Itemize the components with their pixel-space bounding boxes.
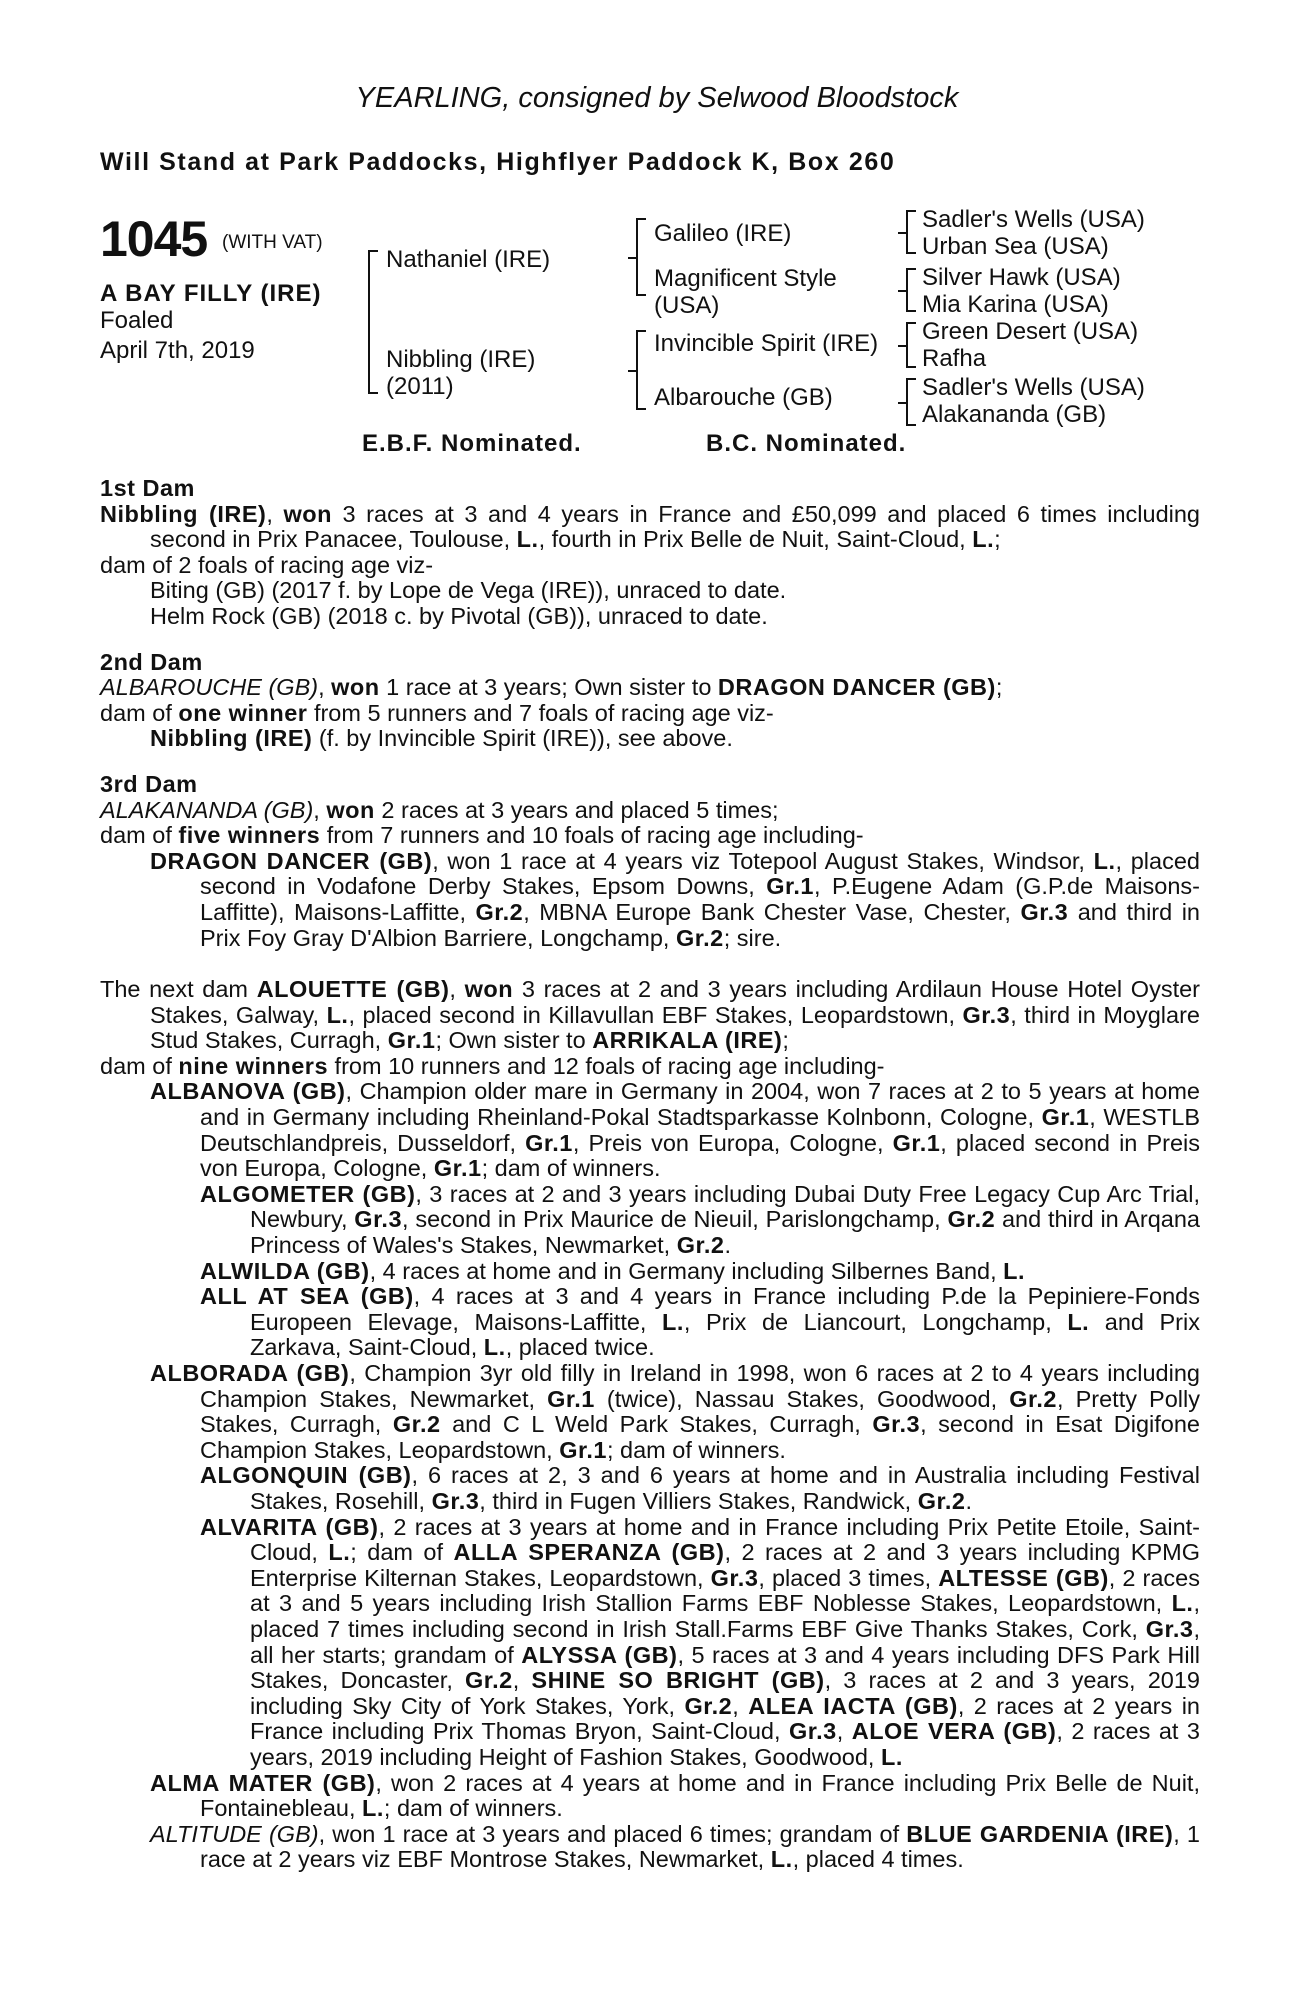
first-dam-record: Nibbling (IRE), won 3 races at 3 and 4 years in France and £50,099 and placed 6 times including second in Prix Panacee, Toulouse, L., fourth in Prix Belle de Nuit, Saint-Cloud, L.; <box>100 500 1200 553</box>
next-dam-section <box>100 977 1200 1873</box>
pedigree-sire-dam <box>654 265 837 319</box>
group-label: Gr.1 <box>387 1027 436 1054</box>
listed-label: L. <box>326 1001 349 1028</box>
listed-label: L. <box>1171 1590 1194 1617</box>
text: ; dam of winners. <box>606 1436 786 1463</box>
group-label: Gr.2 <box>675 924 724 951</box>
winners-count: one winner <box>178 699 308 726</box>
text: ; <box>782 1027 789 1054</box>
text: , Preis von Europa, Cologne, <box>572 1129 893 1156</box>
group-label: Gr.1 <box>766 873 814 900</box>
first-dam-produce-intro: dam of 2 foals of racing age viz- <box>100 551 434 578</box>
text: , 2 races at 2 years in France including Prix Thomas Bryon, Saint-Cloud, <box>250 1692 1200 1745</box>
group-label: Gr.2 <box>1009 1385 1057 1412</box>
text: , placed 4 times. <box>792 1846 964 1873</box>
third-dam-record: ALAKANANDA (GB), won 2 races at 3 years and placed 5 times; <box>100 796 779 823</box>
pedigree-sire-dam-country: (USA) <box>654 292 720 319</box>
produce-item <box>100 1771 1200 1822</box>
pedigree-g4-sire: Sadler's Wells (USA) <box>922 374 1145 401</box>
text: , won 1 race at 4 years viz Totepool August Stakes, Windsor, <box>432 847 1094 874</box>
text: , second in Prix Maurice de Nieuil, Parislongchamp, <box>402 1206 948 1233</box>
spacer <box>100 951 1200 977</box>
text: , 4 races at 3 and 4 years in France including P.de la Pepiniere-Fonds Europeen Elevage, Maisons-Laffitte, <box>250 1283 1200 1335</box>
text: The next dam <box>100 976 257 1003</box>
first-dam-heading: 1st Dam <box>100 475 195 501</box>
second-dam-section <box>100 650 1200 752</box>
lot-number: 1045 <box>100 211 208 267</box>
produce-name: ALEA IACTA (GB) <box>748 1692 958 1719</box>
group-label: Gr.3 <box>710 1564 759 1591</box>
text: ; dam of winners. <box>383 1795 563 1822</box>
produce-item <box>100 1284 1200 1361</box>
produce-name: ALGONQUIN (GB) <box>200 1462 412 1489</box>
text: 3 races at 3 and 4 years in France and £50,099 and placed 6 times including second in Prix Panacee, Toulouse, <box>150 500 1200 553</box>
text: , 2 races at 3 years, 2019 including Height of Fashion Stakes, Goodwood, <box>250 1718 1200 1770</box>
text: ; <box>995 674 1003 701</box>
vat-note: (WITH VAT) <box>222 232 323 253</box>
next-dam-name: ALOUETTE (GB) <box>256 976 450 1003</box>
group-label: Gr.1 <box>525 1129 573 1156</box>
brace-g3 <box>906 322 916 368</box>
listed-label: L. <box>483 1334 506 1361</box>
text: , placed twice. <box>505 1334 655 1361</box>
pedigree-sire: Nathaniel (IRE) <box>386 246 551 273</box>
stand-location: Will Stand at Park Paddocks, Highflyer Paddock K, Box 260 <box>100 148 896 176</box>
text: . <box>965 1487 972 1514</box>
ebf-nomination: E.B.F. Nominated. <box>362 430 582 457</box>
text: , Pretty Polly Stakes, Curragh, <box>200 1385 1200 1438</box>
won-label: won <box>464 976 514 1003</box>
brace-sire-line <box>636 218 646 296</box>
text: , third in Moyglare Stud Stakes, Curragh, <box>150 1001 1200 1054</box>
text: , 3 races at 2 and 3 years including Dubai Duty Free Legacy Cup Arc Trial, Newbury, <box>250 1180 1200 1233</box>
group-label: Gr.1 <box>559 1436 607 1463</box>
text: , all her starts; grandam of <box>250 1615 1200 1668</box>
produce-name: ALBORADA (GB) <box>150 1360 350 1386</box>
text: , 3 races at 2 and 3 years, 2019 including Sky City of York Stakes, York, <box>250 1667 1201 1719</box>
text: , fourth in Prix Belle de Nuit, Saint-Cloud, <box>538 526 973 553</box>
listed-label: L. <box>516 526 539 553</box>
second-dam-name: ALBAROUCHE (GB) <box>100 674 319 701</box>
text: , <box>836 1718 852 1745</box>
listed-label: L. <box>770 1846 793 1873</box>
produce-item <box>100 1515 1200 1771</box>
sister-name: DRAGON DANCER (GB) <box>717 674 996 701</box>
brace-gen1 <box>368 250 378 394</box>
produce-name: ALL AT SEA (GB) <box>200 1283 414 1310</box>
group-label: Gr.2 <box>684 1692 733 1719</box>
text: , <box>732 1692 749 1719</box>
text: (f. by Invincible Spirit (IRE)), see above. <box>312 725 733 752</box>
text: , second in Esat Digifone Champion Stakes, Leopardstown, <box>200 1411 1200 1463</box>
won-label: won <box>326 796 375 823</box>
text: and third in Prix Foy Gray D'Albion Barriere, Longchamp, <box>200 898 1200 951</box>
pedigree-g1-dam: Urban Sea (USA) <box>922 233 1109 260</box>
produce-name: Nibbling (IRE) <box>150 725 313 752</box>
text: , 5 races at 3 and 4 years including DFS Park Hill Stakes, Doncaster, <box>250 1641 1200 1694</box>
text: , <box>512 1667 532 1694</box>
produce-item <box>100 1361 1200 1463</box>
text: and C L Weld Park Stakes, Curragh, <box>440 1411 873 1438</box>
winners-count: nine winners <box>178 1052 329 1079</box>
listed-label: L. <box>662 1308 684 1335</box>
family-text <box>100 476 1200 1873</box>
text: , 2 races at 2 and 3 years including KPMG Enterprise Kilternan Stakes, Leopardstown, <box>250 1539 1200 1591</box>
group-label: Gr.1 <box>1041 1104 1090 1131</box>
foaled-date: April 7th, 2019 <box>100 337 255 364</box>
text: dam of <box>100 699 179 726</box>
group-label: Gr.2 <box>475 898 524 925</box>
group-label: Gr.1 <box>433 1155 482 1182</box>
text: ; dam of winners. <box>481 1155 661 1182</box>
text: dam of <box>100 1052 179 1079</box>
group-label: Gr.3 <box>1020 898 1069 925</box>
pedigree-dam-dam: Albarouche (GB) <box>654 384 833 411</box>
text: , placed second in Vodafone Derby Stakes, Epsom Downs, <box>200 847 1200 900</box>
foaled-info <box>100 306 255 366</box>
group-label: Gr.3 <box>962 1001 1011 1028</box>
group-label: Gr.3 <box>354 1206 403 1233</box>
text: from 5 runners and 7 foals of racing age viz- <box>307 699 774 726</box>
produce-name: BLUE GARDENIA (IRE) <box>906 1820 1174 1847</box>
produce-name: ALTITUDE (GB) <box>150 1820 319 1847</box>
text: , placed 7 times including second in Irish Stall.Farms EBF Give Thanks Stakes, Cork, <box>250 1590 1200 1642</box>
pedigree-sire-sire: Galileo (IRE) <box>654 220 792 247</box>
brace-g2 <box>906 268 916 312</box>
third-dam-heading: 3rd Dam <box>100 770 198 797</box>
pedigree-g4 <box>922 374 1145 428</box>
text: , won 1 race at 3 years and placed 6 times; grandam of <box>318 1820 907 1847</box>
text: from 7 runners and 10 foals of racing age including- <box>320 822 864 849</box>
group-label: Gr.3 <box>431 1487 480 1514</box>
listed-label: L. <box>362 1795 384 1822</box>
produce-name: ALBANOVA (GB) <box>150 1078 346 1105</box>
next-dam-produce-intro <box>100 1054 1200 1080</box>
text: , Prix de Liancourt, Longchamp, <box>683 1308 1068 1335</box>
third-dam-name: ALAKANANDA (GB) <box>100 796 314 823</box>
produce-item <box>100 1463 1200 1514</box>
second-dam-record: ALBAROUCHE (GB), won 1 race at 3 years; Own sister to DRAGON DANCER (GB); <box>100 674 1003 701</box>
second-dam-produce-intro <box>100 701 1200 727</box>
group-label: Gr.1 <box>547 1385 595 1412</box>
text: , placed second in Killavullan EBF Stakes, Leopardstown, <box>348 1001 963 1028</box>
produce-item <box>100 1822 1200 1873</box>
group-label: Gr.3 <box>788 1718 837 1745</box>
produce-name: ALGOMETER (GB) <box>200 1180 416 1207</box>
text: and Prix Zarkava, Saint-Cloud, <box>250 1308 1200 1361</box>
horse-description: A BAY FILLY (IRE) <box>100 280 322 307</box>
text: ; Own sister to <box>435 1027 593 1054</box>
text: 3 races at 2 and 3 years including Ardilaun House Hotel Oyster Stakes, Galway, <box>150 976 1200 1028</box>
text: , P.Eugene Adam (G.P.de Maisons-Laffitte), Maisons-Laffitte, <box>200 873 1200 925</box>
produce-item <box>100 1259 1200 1285</box>
text: from 10 runners and 12 foals of racing age including- <box>328 1052 885 1079</box>
text: , Champion 3yr old filly in Ireland in 1998, won 6 races at 2 to 4 years including Champion Stakes, Newmarket, <box>200 1360 1200 1412</box>
produce-name: ALLA SPERANZA (GB) <box>453 1539 725 1566</box>
text: ; sire. <box>723 924 782 951</box>
pedigree-dam-year: (2011) <box>386 373 454 400</box>
group-label: Gr.2 <box>917 1487 966 1514</box>
pedigree-g1 <box>922 206 1145 260</box>
produce-name: ALVARITA (GB) <box>200 1513 379 1540</box>
text: ; dam of <box>350 1539 454 1566</box>
group-label: Gr.2 <box>392 1411 441 1438</box>
text: . <box>724 1232 732 1259</box>
group-label: Gr.2 <box>676 1232 725 1259</box>
listed-label: L. <box>328 1539 351 1566</box>
listed-label: L. <box>1003 1257 1026 1284</box>
produce-item <box>100 1079 1200 1181</box>
text: , Champion older mare in Germany in 2004, won 7 races at 2 to 5 years at home and in Germany including Rheinland-Pokal Stadtsparkasse Kolnbonn, Cologne, <box>200 1078 1200 1131</box>
pedigree-g2-dam: Mia Karina (USA) <box>922 291 1109 318</box>
brace-g4 <box>906 378 916 426</box>
produce-item <box>100 726 1200 752</box>
text: 1 race at 3 years; Own sister to <box>379 674 718 701</box>
produce-item: Biting (GB) (2017 f. by Lope de Vega (IRE)), unraced to date. <box>150 577 787 604</box>
pedigree-g4-dam: Alakananda (GB) <box>922 401 1107 428</box>
first-dam-section <box>100 476 1200 630</box>
group-label: Gr.3 <box>872 1411 921 1438</box>
text: , 2 races at 3 years at home and in France including Prix Petite Etoile, Saint-Cloud, <box>250 1513 1200 1566</box>
bc-nomination: B.C. Nominated. <box>706 430 907 457</box>
first-dam-name: Nibbling (IRE) <box>100 500 267 527</box>
text: , 6 races at 2, 3 and 6 years at home and in Australia including Festival Stakes, Rosehill, <box>250 1462 1200 1514</box>
produce-name: ALMA MATER (GB) <box>150 1769 376 1796</box>
text: , MBNA Europe Bank Chester Vase, Chester, <box>523 898 1021 925</box>
text: , WESTLB Deutschlandpreis, Dusseldorf, <box>200 1104 1200 1156</box>
pedigree-sire-dam-name: Magnificent Style <box>654 265 837 292</box>
text: , 1 race at 2 years viz EBF Montrose Stakes, Newmarket, <box>200 1820 1200 1873</box>
brace-g1 <box>906 210 916 254</box>
produce-name: ALTESSE (GB) <box>938 1564 1109 1591</box>
sister-name: ARRIKALA (IRE) <box>592 1027 783 1054</box>
won-label: won <box>283 500 332 527</box>
produce-name: DRAGON DANCER (GB) <box>150 847 433 874</box>
produce-item: Helm Rock (GB) (2018 c. by Pivotal (GB)), unraced to date. <box>150 602 768 629</box>
pedigree-g1-sire: Sadler's Wells (USA) <box>922 206 1145 233</box>
text: , 2 races at 3 and 5 years including Irish Stallion Farms EBF Noblesse Stakes, Leopardstown, <box>250 1564 1200 1617</box>
won-label: won <box>331 674 380 701</box>
group-label: Gr.2 <box>947 1206 996 1233</box>
pedigree-g3-sire: Green Desert (USA) <box>922 318 1139 345</box>
text: 2 races at 3 years and placed 5 times; <box>374 796 779 823</box>
brace-dam-line <box>636 330 646 410</box>
text: and third in Arqana Princess of Wales's Stakes, Newmarket, <box>250 1206 1201 1259</box>
foaled-label: Foaled <box>100 307 174 334</box>
pedigree-g3 <box>922 318 1138 372</box>
pedigree-g2 <box>922 264 1121 318</box>
text: , placed second in Preis von Europa, Cologne, <box>200 1129 1200 1182</box>
text: dam of <box>100 822 179 849</box>
text: , 4 races at home and in Germany including Silbernes Band, <box>369 1257 1004 1284</box>
pedigree-g2-sire: Silver Hawk (USA) <box>922 264 1121 291</box>
text: ; <box>994 526 1001 553</box>
pedigree-dam-sire: Invincible Spirit (IRE) <box>654 330 879 357</box>
listed-label: L. <box>1093 847 1116 874</box>
text: , won 2 races at 4 years at home and in France including Prix Belle de Nuit, Fontainebleau, <box>200 1769 1200 1822</box>
produce-name: ALWILDA (GB) <box>200 1257 370 1284</box>
group-label: Gr.1 <box>892 1129 941 1156</box>
produce-name: ALYSSA (GB) <box>521 1641 678 1668</box>
third-dam-section <box>100 772 1200 951</box>
text: (twice), Nassau Stakes, Goodwood, <box>594 1385 1010 1412</box>
pedigree-dam <box>386 346 535 400</box>
group-label: Gr.3 <box>1145 1615 1194 1642</box>
listed-label: L. <box>1067 1308 1090 1335</box>
produce-name: ALOE VERA (GB) <box>851 1718 1057 1745</box>
pedigree-g3-dam: Rafha <box>922 345 987 372</box>
produce-item <box>100 849 1200 951</box>
consignment-line: YEARLING, consigned by Selwood Bloodstock <box>355 82 959 114</box>
text: , placed 3 times, <box>758 1564 939 1591</box>
next-dam-record: The next dam ALOUETTE (GB), won 3 races at 2 and 3 years including Ardilaun House Hotel Oyster Stakes, Galway, L., placed second in Killavullan EBF Stakes, Leopardstown, Gr.3, third in Moyglare Stud Stakes, Curragh, Gr.1; Own sister to ARRIKALA (IRE); <box>100 976 1200 1054</box>
text: , third in Fugen Villiers Stakes, Randwick, <box>479 1487 918 1514</box>
third-dam-produce-intro <box>100 823 1200 849</box>
pedigree-dam-name: Nibbling (IRE) <box>386 346 536 373</box>
produce-name: SHINE SO BRIGHT (GB) <box>531 1667 825 1694</box>
listed-label: L. <box>972 526 995 553</box>
produce-item <box>100 1182 1200 1259</box>
listed-label: L. <box>880 1743 903 1770</box>
second-dam-heading: 2nd Dam <box>100 648 203 675</box>
winners-count: five winners <box>178 822 321 849</box>
group-label: Gr.2 <box>465 1667 513 1694</box>
